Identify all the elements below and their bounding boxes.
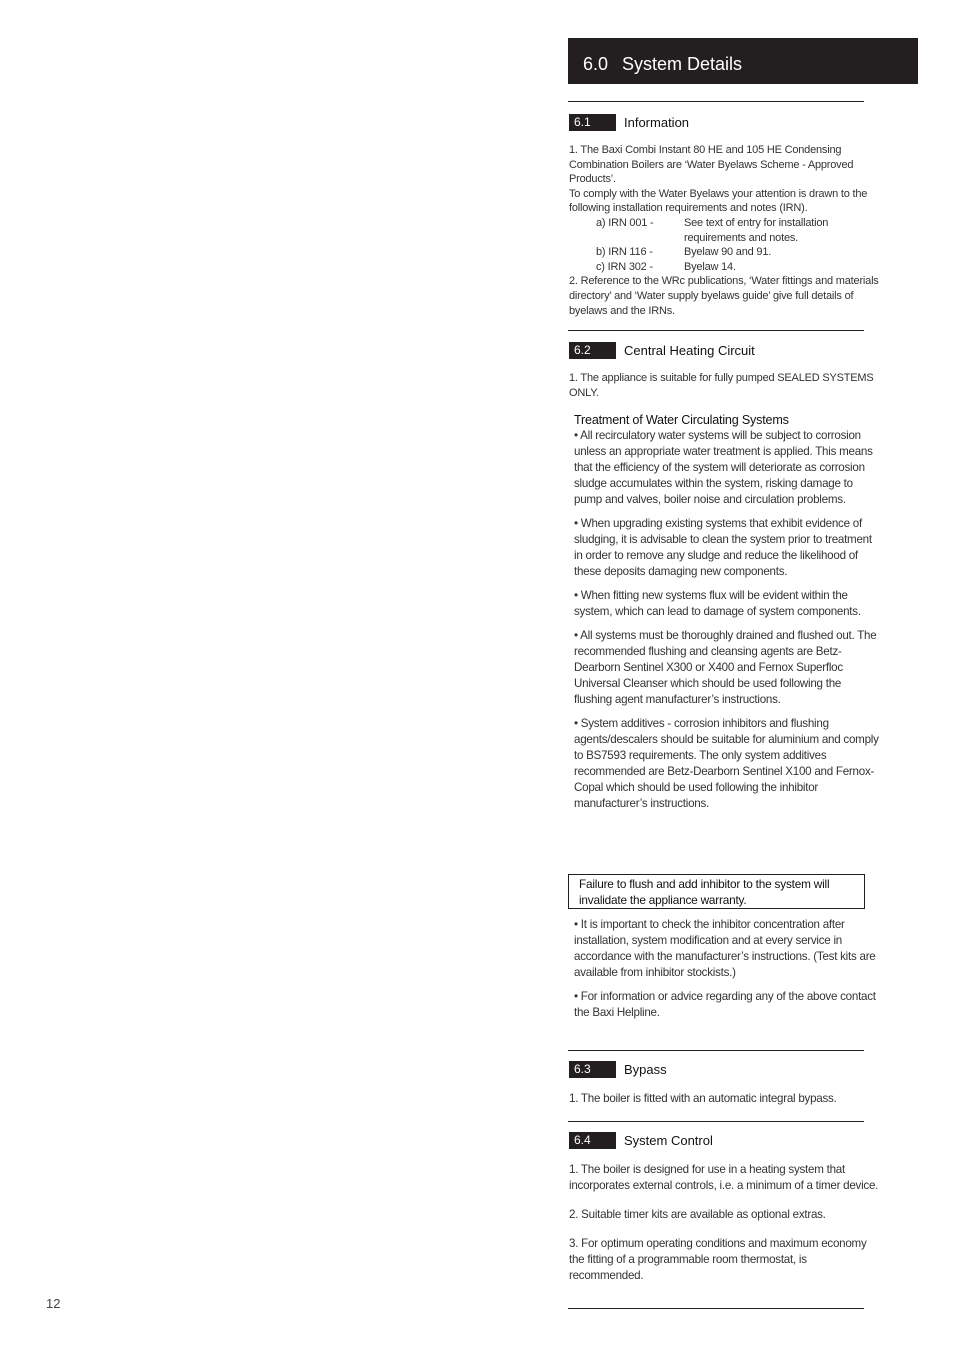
section-title: System Control: [624, 1133, 713, 1148]
bullet-paragraph: • All systems must be thoroughly drained and flushed out. The recommended flushing and cleansing agents are Betz-Dearborn Sentinel X300 or X400 and Fernox Superfloc Universal Cleanser which should be used following the flushing agent manufacturer’s instructions.: [574, 629, 877, 706]
divider: [568, 1308, 864, 1309]
treatment-text: [574, 412, 879, 812]
irn-text: See text of entry for installation requirements and notes.: [684, 216, 829, 244]
inhibitor-text: [574, 917, 879, 1021]
paragraph: 3. For optimum operating conditions and maximum economy the fitting of a programmable room thermostat, is recommended.: [569, 1237, 867, 1282]
bullet-paragraph: • When fitting new systems flux will be evident within the system, which can lead to damage of system components.: [574, 589, 861, 618]
section-number-badge: 6.3: [569, 1061, 616, 1078]
irn-row: [569, 260, 879, 275]
subheading: Treatment of Water Circulating Systems: [574, 413, 789, 427]
irn-text: Byelaw 14.: [684, 260, 736, 273]
paragraph: 1. The Baxi Combi Instant 80 HE and 105 HE Condensing Combination Boilers are ‘Water Byelaws Scheme - Approved Products’.: [569, 144, 854, 186]
paragraph: 1. The appliance is suitable for fully pumped SEALED SYSTEMS ONLY.: [569, 372, 874, 399]
irn-code: b) IRN 116 -: [596, 246, 653, 259]
warning-box: Failure to flush and add inhibitor to the system will invalidate the appliance warranty.: [568, 874, 865, 909]
irn-row: [569, 216, 879, 245]
divider: [568, 1121, 864, 1122]
irn-code: a) IRN 001 -: [596, 216, 654, 229]
information-text: [569, 143, 879, 318]
irn-text: Byelaw 90 and 91.: [684, 246, 772, 259]
paragraph: 1. The boiler is designed for use in a heating system that incorporates external controls, i.e. a minimum of a timer device.: [569, 1163, 879, 1192]
section-title: Information: [624, 115, 690, 130]
section-title: Bypass: [624, 1062, 667, 1077]
bullet-paragraph: • It is important to check the inhibitor concentration after installation, system modification and at every service in accordance with the manufacturer’s instructions. (Test kits are available from inhibitor stockists.): [574, 918, 876, 979]
divider: [568, 330, 864, 331]
paragraph: 2. Suitable timer kits are available as optional extras.: [569, 1208, 826, 1221]
system-control-text: [569, 1162, 879, 1284]
irn-code: c) IRN 302 -: [596, 260, 653, 273]
divider: [568, 1050, 864, 1051]
bullet-paragraph: • For information or advice regarding any of the above contact the Baxi Helpline.: [574, 990, 876, 1019]
page-number: 12: [46, 1296, 61, 1311]
paragraph: 1. The boiler is fitted with an automatic integral bypass.: [569, 1092, 837, 1105]
divider: [568, 101, 864, 102]
section-number-badge: 6.4: [569, 1132, 616, 1149]
section-number-badge: 6.1: [569, 114, 616, 131]
paragraph: To comply with the Water Byelaws your attention is drawn to the following installation requirements and notes (IRN).: [569, 187, 868, 215]
section-header-bar: [568, 38, 918, 84]
section-number-badge: 6.2: [569, 342, 616, 359]
bullet-paragraph: • When upgrading existing systems that exhibit evidence of sludging, it is advisable to clean the system prior to treatment in order to remove any sludge and reduce the likelihood of these deposits damaging new components.: [574, 517, 872, 578]
bullet-paragraph: • System additives - corrosion inhibitors and flushing agents/descalers should be suitable for aluminium and comply to BS7593 requirements. The only system additives recommended are Betz-Dearborn Sentinel X100 and Fernox-Copal which should be used following the inhibitor manufacturer’s instructions.: [574, 717, 879, 810]
bullet-paragraph: • All recirculatory water systems will be subject to corrosion unless an appropriate water treatment is applied. This means that the efficiency of the system will deteriorate as corrosion sludge accumulates within the system, risking damage to pump and valves, boiler noise and circulation problems.: [574, 429, 873, 506]
paragraph: 2. Reference to the WRc publications, ‘Water fittings and materials directory’ and ‘Water supply byelaws guide’ give full details of byelaws and the IRNs.: [569, 275, 879, 317]
irn-row: [569, 245, 879, 260]
page-title: 6.0 System Details: [583, 54, 743, 74]
section-title: Central Heating Circuit: [624, 343, 755, 358]
